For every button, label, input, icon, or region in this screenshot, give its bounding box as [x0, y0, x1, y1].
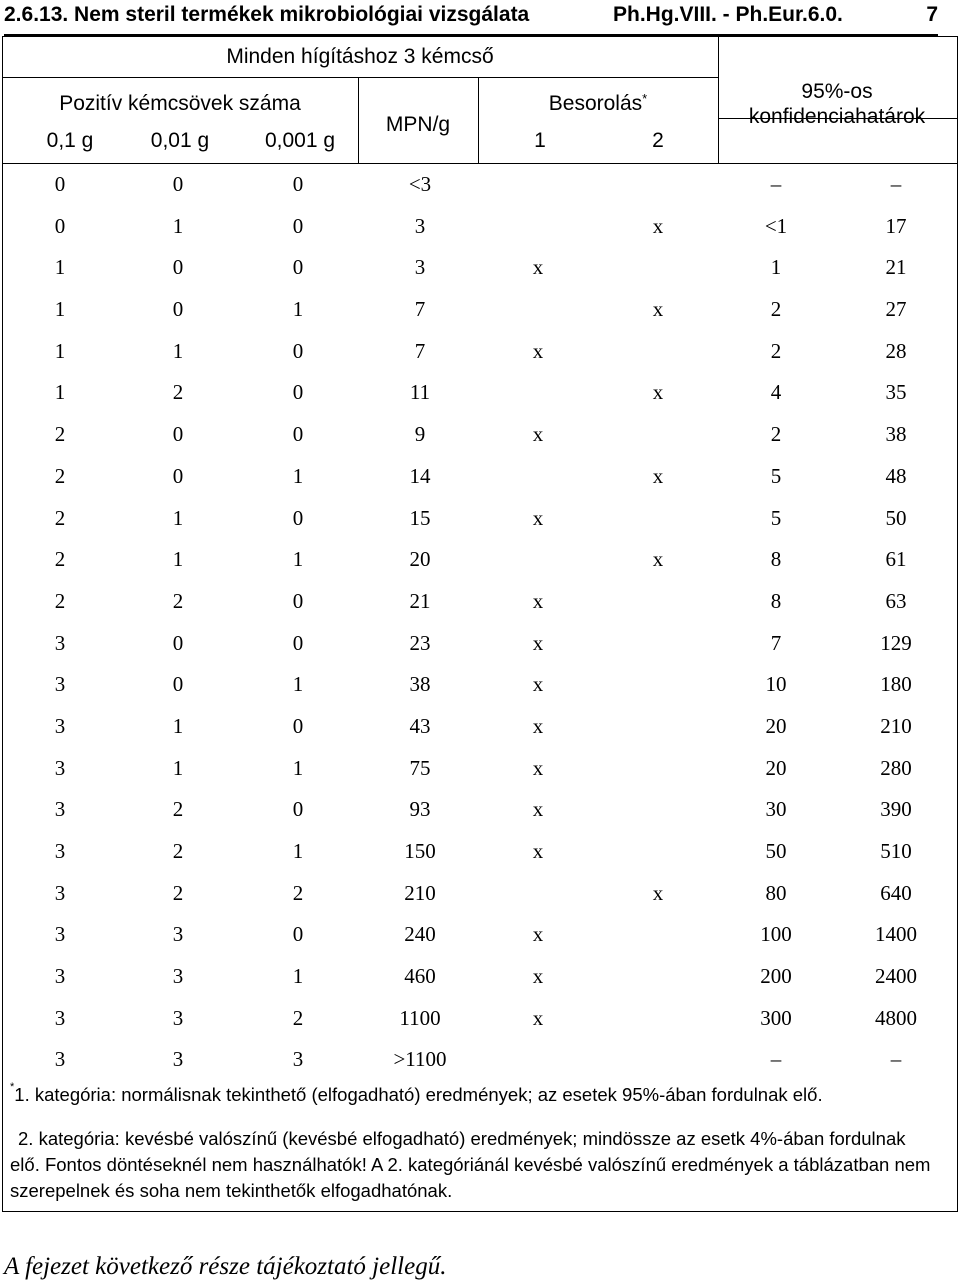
cell-a: 3	[54, 797, 66, 822]
cell-mpn: 23	[409, 630, 431, 655]
cell-c: 1	[292, 463, 304, 488]
cell-high: 61	[885, 547, 907, 572]
header-divider-mpn-right	[478, 77, 479, 163]
cell-low: 8	[770, 547, 782, 572]
cell-c: 1	[292, 297, 304, 322]
cell-high: 2400	[875, 964, 917, 989]
cell-mpn: 9	[414, 422, 426, 447]
cell-c: 3	[292, 1047, 304, 1072]
cell-b: 2	[172, 839, 184, 863]
cell-c: 0	[292, 338, 304, 363]
cell-mpn: 7	[414, 297, 426, 322]
footnote-1-text: 1. kategória: normálisnak tekinthető (elfogadható) eredmények; az esetek 95%-ában fordulnak elő.	[14, 1084, 823, 1105]
cell-c: 0	[292, 255, 304, 280]
cell-cat1: x	[532, 755, 544, 780]
cell-mpn: 38	[409, 672, 431, 697]
cell-cat1: x	[532, 338, 544, 363]
cell-b: 1	[172, 755, 184, 780]
table-row	[0, 706, 956, 748]
cell-a: 3	[54, 964, 66, 989]
cell-a: 1	[54, 338, 66, 363]
cell-high: 27	[885, 297, 907, 322]
col-label-0-001g: 0,001 g	[264, 129, 336, 152]
cell-a: 3	[54, 1047, 66, 1072]
cell-c: 2	[292, 1005, 304, 1030]
table-row	[0, 164, 956, 206]
cell-mpn: <3	[408, 172, 432, 196]
cell-c: 0	[292, 630, 304, 655]
table-row	[0, 539, 956, 581]
cell-mpn: 93	[409, 797, 431, 822]
cell-b: 1	[172, 213, 184, 238]
cell-mpn: 75	[409, 755, 431, 780]
cell-high: 17	[885, 213, 907, 238]
cell-b: 3	[172, 1005, 184, 1030]
footnote-mark: *	[10, 1081, 15, 1093]
table-row	[0, 289, 956, 331]
cell-a: 2	[54, 422, 66, 447]
cell-high: 48	[885, 463, 907, 488]
cell-b: 0	[172, 422, 184, 447]
cell-a: 2	[54, 547, 66, 572]
cell-mpn: 15	[409, 505, 431, 530]
cell-b: 1	[172, 547, 184, 572]
footnotes	[10, 1082, 940, 1204]
cell-high: 180	[880, 672, 912, 697]
footnote-2-text: 2. kategória: kevésbé valószínű (kevésbé elfogadható) eredmények; mindössze az esetk 4%-ában fordulnak elő. Fontos döntéseknél nem használhatók! A 2. kategóriánál kevésbé valószínű eredmények a táblázatban nem szerepelnek és soha nem tekinthetők elfogadhatónak.	[10, 1128, 931, 1201]
cell-cat1: x	[532, 422, 544, 447]
cell-c: 0	[292, 172, 304, 196]
cell-b: 3	[172, 964, 184, 989]
cell-mpn: 14	[409, 463, 431, 488]
cell-c: 1	[292, 839, 304, 863]
cell-low: 80	[765, 880, 787, 905]
col-label-0-1g: 0,1 g	[46, 129, 94, 152]
cell-mpn: 210	[404, 880, 436, 905]
table-row	[0, 1039, 956, 1081]
cell-low: 2	[770, 338, 782, 363]
cell-cat1: x	[532, 588, 544, 613]
footnote-2	[10, 1126, 940, 1204]
cell-cat1: x	[532, 839, 544, 863]
page-header	[4, 0, 938, 36]
cell-high: 640	[880, 880, 912, 905]
table-row	[0, 206, 956, 248]
col-label-category-2: 2	[652, 129, 664, 152]
cell-a: 3	[54, 755, 66, 780]
cell-high: 28	[885, 338, 907, 363]
cell-c: 1	[292, 547, 304, 572]
cell-low: 4	[770, 380, 782, 405]
cell-low: 30	[765, 797, 787, 822]
cell-a: 2	[54, 505, 66, 530]
cell-high: 390	[880, 797, 912, 822]
header-confidence-line2: konfidenciahatárok	[748, 105, 926, 128]
table-row	[0, 498, 956, 540]
cell-high: 510	[880, 839, 912, 863]
cell-b: 1	[172, 713, 184, 738]
cell-a: 3	[54, 1005, 66, 1030]
cell-cat1: x	[532, 630, 544, 655]
cell-high: 129	[880, 630, 912, 655]
cell-low: 5	[770, 463, 782, 488]
cell-a: 1	[54, 297, 66, 322]
cell-c: 0	[292, 797, 304, 822]
cell-high: 210	[880, 713, 912, 738]
cell-low: 20	[765, 755, 787, 780]
cell-low: 20	[765, 713, 787, 738]
cell-cat1: x	[532, 672, 544, 697]
cell-low: 2	[770, 422, 782, 447]
cell-mpn: 7	[414, 338, 426, 363]
cell-high: 50	[885, 505, 907, 530]
cell-a: 3	[54, 922, 66, 947]
cell-a: 3	[54, 839, 66, 863]
cell-mpn: 43	[409, 713, 431, 738]
cell-b: 0	[172, 630, 184, 655]
cell-high: –	[890, 172, 902, 196]
cell-c: 0	[292, 922, 304, 947]
cell-cat1: x	[532, 797, 544, 822]
cell-a: 3	[54, 880, 66, 905]
cell-a: 1	[54, 255, 66, 280]
table-row	[0, 247, 956, 289]
cell-b: 2	[172, 380, 184, 405]
cell-b: 0	[172, 172, 184, 196]
cell-b: 0	[172, 672, 184, 697]
table-row	[0, 456, 956, 498]
cell-a: 0	[54, 213, 66, 238]
cell-b: 2	[172, 588, 184, 613]
table-row	[0, 414, 956, 456]
page-number: 7	[926, 3, 938, 26]
col-label-category-1: 1	[534, 129, 546, 152]
cell-cat1: x	[532, 713, 544, 738]
cell-c: 1	[292, 755, 304, 780]
cell-cat1: x	[532, 964, 544, 989]
cell-low: 300	[760, 1005, 792, 1030]
table-row	[0, 873, 956, 915]
cell-c: 1	[292, 964, 304, 989]
cell-b: 3	[172, 1047, 184, 1072]
cell-low: 5	[770, 505, 782, 530]
cell-c: 0	[292, 380, 304, 405]
cell-high: 280	[880, 755, 912, 780]
cell-a: 3	[54, 672, 66, 697]
cell-a: 3	[54, 630, 66, 655]
footnote-1	[10, 1082, 940, 1108]
cell-b: 1	[172, 338, 184, 363]
table-row	[0, 581, 956, 623]
classification-label: Besorolás	[548, 92, 643, 115]
cell-mpn: 20	[409, 547, 431, 572]
cell-a: 3	[54, 713, 66, 738]
col-label-0-01g: 0,01 g	[150, 129, 210, 152]
table-row	[0, 998, 956, 1040]
cell-high: 21	[885, 255, 907, 280]
cell-cat2: x	[652, 880, 664, 905]
cell-low: 200	[760, 964, 792, 989]
header-mpn: MPN/g	[385, 113, 451, 136]
cell-cat2: x	[652, 463, 664, 488]
cell-cat2: x	[652, 547, 664, 572]
cell-mpn: 11	[409, 380, 431, 405]
pharmacopoeia-reference: Ph.Hg.VIII. - Ph.Eur.6.0.	[613, 3, 843, 26]
cell-c: 0	[292, 422, 304, 447]
cell-cat2: x	[652, 213, 664, 238]
cell-high: 35	[885, 380, 907, 405]
cell-high: 1400	[875, 922, 917, 947]
cell-cat1: x	[532, 1005, 544, 1030]
cell-low: –	[770, 172, 782, 196]
cell-mpn: 150	[404, 839, 436, 863]
cell-a: 2	[54, 463, 66, 488]
cell-b: 3	[172, 922, 184, 947]
cell-low: 2	[770, 297, 782, 322]
cell-c: 1	[292, 672, 304, 697]
table-row	[0, 914, 956, 956]
cell-cat1: x	[532, 255, 544, 280]
cell-low: 8	[770, 588, 782, 613]
table-row	[0, 748, 956, 790]
cell-mpn: 1100	[399, 1005, 441, 1030]
cell-low: 1	[770, 255, 782, 280]
cell-b: 2	[172, 880, 184, 905]
closing-remark: A fejezet következő része tájékoztató jellegű.	[4, 1253, 447, 1280]
cell-c: 0	[292, 588, 304, 613]
header-divider-top	[2, 77, 718, 78]
cell-c: 2	[292, 880, 304, 905]
cell-a: 0	[54, 172, 66, 196]
classification-footnote-mark: *	[642, 91, 648, 106]
cell-c: 0	[292, 505, 304, 530]
cell-low: 100	[760, 922, 792, 947]
table-row	[0, 372, 956, 414]
cell-a: 2	[54, 588, 66, 613]
table-row	[0, 331, 956, 373]
cell-low: <1	[764, 213, 788, 238]
header-positive-tubes: Pozitív kémcsövek száma	[59, 92, 301, 115]
cell-cat2: x	[652, 380, 664, 405]
cell-cat2: x	[652, 297, 664, 322]
cell-high: 4800	[875, 1005, 917, 1030]
cell-b: 0	[172, 297, 184, 322]
header-classification	[478, 92, 718, 116]
cell-low: –	[770, 1047, 782, 1072]
cell-high: 63	[885, 588, 907, 613]
table-row	[0, 789, 956, 831]
table-row	[0, 623, 956, 665]
cell-c: 0	[292, 713, 304, 738]
cell-high: 38	[885, 422, 907, 447]
cell-cat1: x	[532, 922, 544, 947]
cell-low: 10	[765, 672, 787, 697]
cell-mpn: 21	[409, 588, 431, 613]
cell-low: 50	[765, 839, 787, 863]
cell-b: 2	[172, 797, 184, 822]
table-row	[0, 664, 956, 706]
cell-low: 7	[770, 630, 782, 655]
cell-a: 1	[54, 380, 66, 405]
header-dilution: Minden hígításhoz 3 kémcső	[226, 45, 494, 68]
cell-b: 0	[172, 463, 184, 488]
cell-mpn: 460	[404, 964, 436, 989]
header-confidence-line1: 95%-os	[801, 80, 873, 103]
cell-mpn: 3	[414, 255, 426, 280]
cell-b: 1	[172, 505, 184, 530]
cell-c: 0	[292, 213, 304, 238]
cell-mpn: >1100	[393, 1047, 447, 1072]
section-title: 2.6.13. Nem steril termékek mikrobiológiai vizsgálata	[4, 3, 530, 26]
table-row	[0, 831, 956, 873]
table-row	[0, 956, 956, 998]
cell-mpn: 3	[414, 213, 426, 238]
cell-b: 0	[172, 255, 184, 280]
table-body	[0, 164, 956, 1081]
cell-high: –	[890, 1047, 902, 1072]
cell-cat1: x	[532, 505, 544, 530]
cell-mpn: 240	[404, 922, 436, 947]
